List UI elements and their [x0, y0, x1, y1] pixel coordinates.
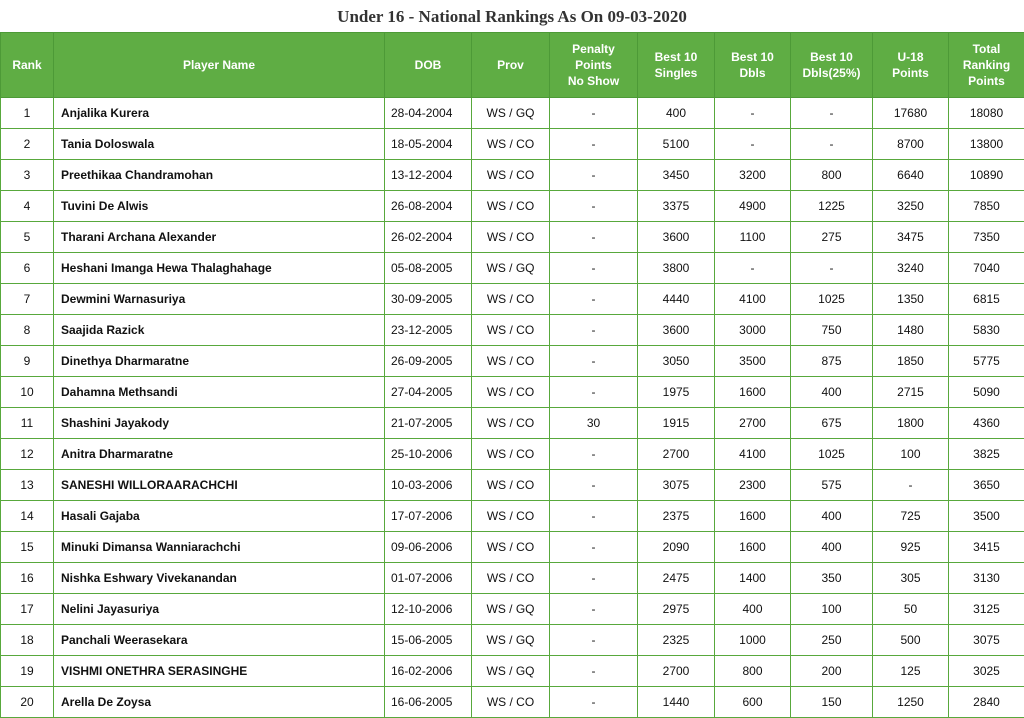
dob-cell: 12-10-2006 — [385, 594, 472, 625]
singles-cell: 3050 — [638, 346, 715, 377]
rank-cell: 15 — [1, 532, 54, 563]
u18-cell: 725 — [873, 501, 949, 532]
u18-cell: 3475 — [873, 222, 949, 253]
header-penalty-line-3: No Show — [568, 74, 619, 88]
dob-cell: 15-06-2005 — [385, 625, 472, 656]
player-name-cell: Nelini Jayasuriya — [54, 594, 385, 625]
prov-cell: WS / CO — [472, 377, 550, 408]
penalty-cell: - — [550, 346, 638, 377]
table-row — [1, 98, 1024, 129]
player-name-cell: Heshani Imanga Hewa Thalaghahage — [54, 253, 385, 284]
dbls-cell: - — [715, 129, 791, 160]
rank-cell: 3 — [1, 160, 54, 191]
singles-cell: 1915 — [638, 408, 715, 439]
dbls25-cell: 575 — [791, 470, 873, 501]
player-name-cell: Tuvini De Alwis — [54, 191, 385, 222]
dbls-cell: 4100 — [715, 439, 791, 470]
dbls-cell: 1100 — [715, 222, 791, 253]
dob-cell: 27-04-2005 — [385, 377, 472, 408]
table-row — [1, 408, 1024, 439]
penalty-cell: - — [550, 253, 638, 284]
header-singles-line-2: Singles — [655, 66, 698, 80]
total-cell: 5775 — [949, 346, 1024, 377]
prov-cell: WS / CO — [472, 532, 550, 563]
dbls25-cell: 275 — [791, 222, 873, 253]
dob-cell: 25-10-2006 — [385, 439, 472, 470]
u18-cell: 17680 — [873, 98, 949, 129]
dbls-cell: 1000 — [715, 625, 791, 656]
header-dbls — [715, 33, 791, 98]
dbls25-cell: 675 — [791, 408, 873, 439]
rank-cell: 6 — [1, 253, 54, 284]
dbls25-cell: - — [791, 253, 873, 284]
dob-cell: 30-09-2005 — [385, 284, 472, 315]
penalty-cell: - — [550, 563, 638, 594]
dbls-cell: 2300 — [715, 470, 791, 501]
header-singles — [638, 33, 715, 98]
penalty-cell: - — [550, 439, 638, 470]
singles-cell: 3600 — [638, 222, 715, 253]
header-dbls25-line-2: Dbls(25%) — [802, 66, 860, 80]
header-prov: Prov — [472, 33, 550, 98]
dob-cell: 16-02-2006 — [385, 656, 472, 687]
penalty-cell: - — [550, 625, 638, 656]
dbls-cell: 2700 — [715, 408, 791, 439]
penalty-cell: - — [550, 377, 638, 408]
player-name-cell: Dahamna Methsandi — [54, 377, 385, 408]
prov-cell: WS / CO — [472, 284, 550, 315]
u18-cell: 305 — [873, 563, 949, 594]
dob-cell: 10-03-2006 — [385, 470, 472, 501]
prov-cell: WS / GQ — [472, 625, 550, 656]
rank-cell: 20 — [1, 687, 54, 718]
prov-cell: WS / GQ — [472, 98, 550, 129]
prov-cell: WS / CO — [472, 687, 550, 718]
penalty-cell: - — [550, 594, 638, 625]
dob-cell: 17-07-2006 — [385, 501, 472, 532]
singles-cell: 1440 — [638, 687, 715, 718]
header-player-name: Player Name — [54, 33, 385, 98]
singles-cell: 2090 — [638, 532, 715, 563]
table-row — [1, 222, 1024, 253]
rankings-table — [0, 32, 1024, 718]
player-name-cell: Dewmini Warnasuriya — [54, 284, 385, 315]
singles-cell: 2700 — [638, 656, 715, 687]
player-name-cell: VISHMI ONETHRA SERASINGHE — [54, 656, 385, 687]
total-cell: 3650 — [949, 470, 1024, 501]
header-dbls25 — [791, 33, 873, 98]
dob-cell: 21-07-2005 — [385, 408, 472, 439]
dbls-cell: 3200 — [715, 160, 791, 191]
u18-cell: 1480 — [873, 315, 949, 346]
rank-cell: 13 — [1, 470, 54, 501]
singles-cell: 2975 — [638, 594, 715, 625]
prov-cell: WS / GQ — [472, 656, 550, 687]
rank-cell: 19 — [1, 656, 54, 687]
dbls-cell: 600 — [715, 687, 791, 718]
player-name-cell: Nishka Eshwary Vivekanandan — [54, 563, 385, 594]
u18-cell: 6640 — [873, 160, 949, 191]
player-name-cell: Preethikaa Chandramohan — [54, 160, 385, 191]
total-cell: 7040 — [949, 253, 1024, 284]
header-u18-line-1: U-18 — [897, 50, 923, 64]
dbls25-cell: 150 — [791, 687, 873, 718]
player-name-cell: Minuki Dimansa Wanniarachchi — [54, 532, 385, 563]
rank-cell: 14 — [1, 501, 54, 532]
dob-cell: 09-06-2006 — [385, 532, 472, 563]
header-dbls25-line-1: Best 10 — [810, 50, 853, 64]
dbls25-cell: - — [791, 98, 873, 129]
penalty-cell: - — [550, 98, 638, 129]
u18-cell: 3240 — [873, 253, 949, 284]
dob-cell: 13-12-2004 — [385, 160, 472, 191]
dbls25-cell: 875 — [791, 346, 873, 377]
prov-cell: WS / CO — [472, 408, 550, 439]
prov-cell: WS / CO — [472, 563, 550, 594]
player-name-cell: SANESHI WILLORAARACHCHI — [54, 470, 385, 501]
header-singles-line-1: Best 10 — [655, 50, 698, 64]
header-total-line-2: Ranking — [963, 58, 1010, 72]
header-total — [949, 33, 1024, 98]
table-row — [1, 253, 1024, 284]
table-row — [1, 284, 1024, 315]
table-row — [1, 346, 1024, 377]
prov-cell: WS / CO — [472, 470, 550, 501]
player-name-cell: Saajida Razick — [54, 315, 385, 346]
singles-cell: 2375 — [638, 501, 715, 532]
dbls25-cell: - — [791, 129, 873, 160]
singles-cell: 5100 — [638, 129, 715, 160]
penalty-cell: - — [550, 656, 638, 687]
player-name-cell: Tania Doloswala — [54, 129, 385, 160]
dob-cell: 16-06-2005 — [385, 687, 472, 718]
dob-cell: 26-09-2005 — [385, 346, 472, 377]
table-row — [1, 656, 1024, 687]
dbls25-cell: 350 — [791, 563, 873, 594]
table-row — [1, 160, 1024, 191]
u18-cell: 125 — [873, 656, 949, 687]
singles-cell: 2325 — [638, 625, 715, 656]
u18-cell: 2715 — [873, 377, 949, 408]
table-row — [1, 687, 1024, 718]
dbls25-cell: 100 — [791, 594, 873, 625]
rank-cell: 7 — [1, 284, 54, 315]
header-u18 — [873, 33, 949, 98]
total-cell: 10890 — [949, 160, 1024, 191]
total-cell: 3075 — [949, 625, 1024, 656]
dbls25-cell: 400 — [791, 532, 873, 563]
total-cell: 18080 — [949, 98, 1024, 129]
penalty-cell: - — [550, 129, 638, 160]
header-total-line-3: Points — [968, 74, 1005, 88]
prov-cell: WS / CO — [472, 160, 550, 191]
total-cell: 3125 — [949, 594, 1024, 625]
rank-cell: 1 — [1, 98, 54, 129]
rank-cell: 16 — [1, 563, 54, 594]
u18-cell: 1800 — [873, 408, 949, 439]
prov-cell: WS / GQ — [472, 253, 550, 284]
dbls-cell: 3500 — [715, 346, 791, 377]
header-dbls-line-2: Dbls — [739, 66, 765, 80]
header-penalty-line-1: Penalty — [572, 42, 615, 56]
penalty-cell: - — [550, 315, 638, 346]
dbls-cell: 1600 — [715, 501, 791, 532]
rank-cell: 4 — [1, 191, 54, 222]
prov-cell: WS / GQ — [472, 594, 550, 625]
rank-cell: 17 — [1, 594, 54, 625]
singles-cell: 400 — [638, 98, 715, 129]
rank-cell: 10 — [1, 377, 54, 408]
dbls-cell: 4100 — [715, 284, 791, 315]
dbls-cell: 1400 — [715, 563, 791, 594]
dob-cell: 28-04-2004 — [385, 98, 472, 129]
penalty-cell: - — [550, 532, 638, 563]
table-row — [1, 563, 1024, 594]
u18-cell: 8700 — [873, 129, 949, 160]
dbls-cell: 3000 — [715, 315, 791, 346]
total-cell: 3415 — [949, 532, 1024, 563]
dbls25-cell: 800 — [791, 160, 873, 191]
prov-cell: WS / CO — [472, 501, 550, 532]
table-row — [1, 439, 1024, 470]
dbls-cell: 800 — [715, 656, 791, 687]
player-name-cell: Tharani Archana Alexander — [54, 222, 385, 253]
dob-cell: 23-12-2005 — [385, 315, 472, 346]
header-dob: DOB — [385, 33, 472, 98]
table-row — [1, 532, 1024, 563]
penalty-cell: - — [550, 470, 638, 501]
dob-cell: 01-07-2006 — [385, 563, 472, 594]
page-title: Under 16 - National Rankings As On 09-03-2020 — [0, 0, 1024, 32]
dob-cell: 26-02-2004 — [385, 222, 472, 253]
dbls-cell: - — [715, 253, 791, 284]
dbls25-cell: 750 — [791, 315, 873, 346]
prov-cell: WS / CO — [472, 439, 550, 470]
penalty-cell: - — [550, 284, 638, 315]
rank-cell: 18 — [1, 625, 54, 656]
total-cell: 3025 — [949, 656, 1024, 687]
total-cell: 5830 — [949, 315, 1024, 346]
header-penalty-line-2: Points — [575, 58, 612, 72]
total-cell: 3130 — [949, 563, 1024, 594]
dbls-cell: 400 — [715, 594, 791, 625]
table-row — [1, 315, 1024, 346]
singles-cell: 4440 — [638, 284, 715, 315]
table-row — [1, 470, 1024, 501]
u18-cell: 3250 — [873, 191, 949, 222]
player-name-cell: Hasali Gajaba — [54, 501, 385, 532]
rank-cell: 2 — [1, 129, 54, 160]
singles-cell: 2475 — [638, 563, 715, 594]
prov-cell: WS / CO — [472, 191, 550, 222]
dbls25-cell: 200 — [791, 656, 873, 687]
rank-cell: 11 — [1, 408, 54, 439]
penalty-cell: - — [550, 687, 638, 718]
rank-cell: 12 — [1, 439, 54, 470]
total-cell: 3500 — [949, 501, 1024, 532]
singles-cell: 3600 — [638, 315, 715, 346]
header-u18-line-2: Points — [892, 66, 929, 80]
table-row — [1, 594, 1024, 625]
total-cell: 3825 — [949, 439, 1024, 470]
player-name-cell: Panchali Weerasekara — [54, 625, 385, 656]
player-name-cell: Dinethya Dharmaratne — [54, 346, 385, 377]
table-row — [1, 625, 1024, 656]
prov-cell: WS / CO — [472, 129, 550, 160]
player-name-cell: Anitra Dharmaratne — [54, 439, 385, 470]
singles-cell: 2700 — [638, 439, 715, 470]
u18-cell: - — [873, 470, 949, 501]
u18-cell: 500 — [873, 625, 949, 656]
u18-cell: 100 — [873, 439, 949, 470]
singles-cell: 3375 — [638, 191, 715, 222]
header-rank: Rank — [1, 33, 54, 98]
penalty-cell: - — [550, 191, 638, 222]
prov-cell: WS / CO — [472, 222, 550, 253]
rank-cell: 9 — [1, 346, 54, 377]
player-name-cell: Shashini Jayakody — [54, 408, 385, 439]
total-cell: 2840 — [949, 687, 1024, 718]
table-body — [1, 98, 1024, 718]
prov-cell: WS / CO — [472, 346, 550, 377]
dbls25-cell: 1225 — [791, 191, 873, 222]
u18-cell: 1250 — [873, 687, 949, 718]
singles-cell: 1975 — [638, 377, 715, 408]
header-penalty — [550, 33, 638, 98]
table-row — [1, 129, 1024, 160]
dbls-cell: 1600 — [715, 532, 791, 563]
total-cell: 6815 — [949, 284, 1024, 315]
dbls-cell: - — [715, 98, 791, 129]
rank-cell: 5 — [1, 222, 54, 253]
rank-cell: 8 — [1, 315, 54, 346]
dob-cell: 26-08-2004 — [385, 191, 472, 222]
penalty-cell: 30 — [550, 408, 638, 439]
header-row — [1, 33, 1024, 98]
u18-cell: 925 — [873, 532, 949, 563]
penalty-cell: - — [550, 501, 638, 532]
dob-cell: 18-05-2004 — [385, 129, 472, 160]
dbls25-cell: 1025 — [791, 439, 873, 470]
dbls25-cell: 1025 — [791, 284, 873, 315]
player-name-cell: Arella De Zoysa — [54, 687, 385, 718]
dbls25-cell: 400 — [791, 377, 873, 408]
dbls-cell: 4900 — [715, 191, 791, 222]
table-row — [1, 501, 1024, 532]
dbls25-cell: 250 — [791, 625, 873, 656]
table-row — [1, 377, 1024, 408]
total-cell: 5090 — [949, 377, 1024, 408]
penalty-cell: - — [550, 222, 638, 253]
table-row — [1, 191, 1024, 222]
penalty-cell: - — [550, 160, 638, 191]
dob-cell: 05-08-2005 — [385, 253, 472, 284]
header-total-line-1: Total — [973, 42, 1001, 56]
total-cell: 4360 — [949, 408, 1024, 439]
header-dbls-line-1: Best 10 — [731, 50, 774, 64]
player-name-cell: Anjalika Kurera — [54, 98, 385, 129]
dbls-cell: 1600 — [715, 377, 791, 408]
total-cell: 7350 — [949, 222, 1024, 253]
singles-cell: 3800 — [638, 253, 715, 284]
u18-cell: 50 — [873, 594, 949, 625]
singles-cell: 3450 — [638, 160, 715, 191]
dbls25-cell: 400 — [791, 501, 873, 532]
total-cell: 13800 — [949, 129, 1024, 160]
total-cell: 7850 — [949, 191, 1024, 222]
u18-cell: 1850 — [873, 346, 949, 377]
singles-cell: 3075 — [638, 470, 715, 501]
prov-cell: WS / CO — [472, 315, 550, 346]
u18-cell: 1350 — [873, 284, 949, 315]
